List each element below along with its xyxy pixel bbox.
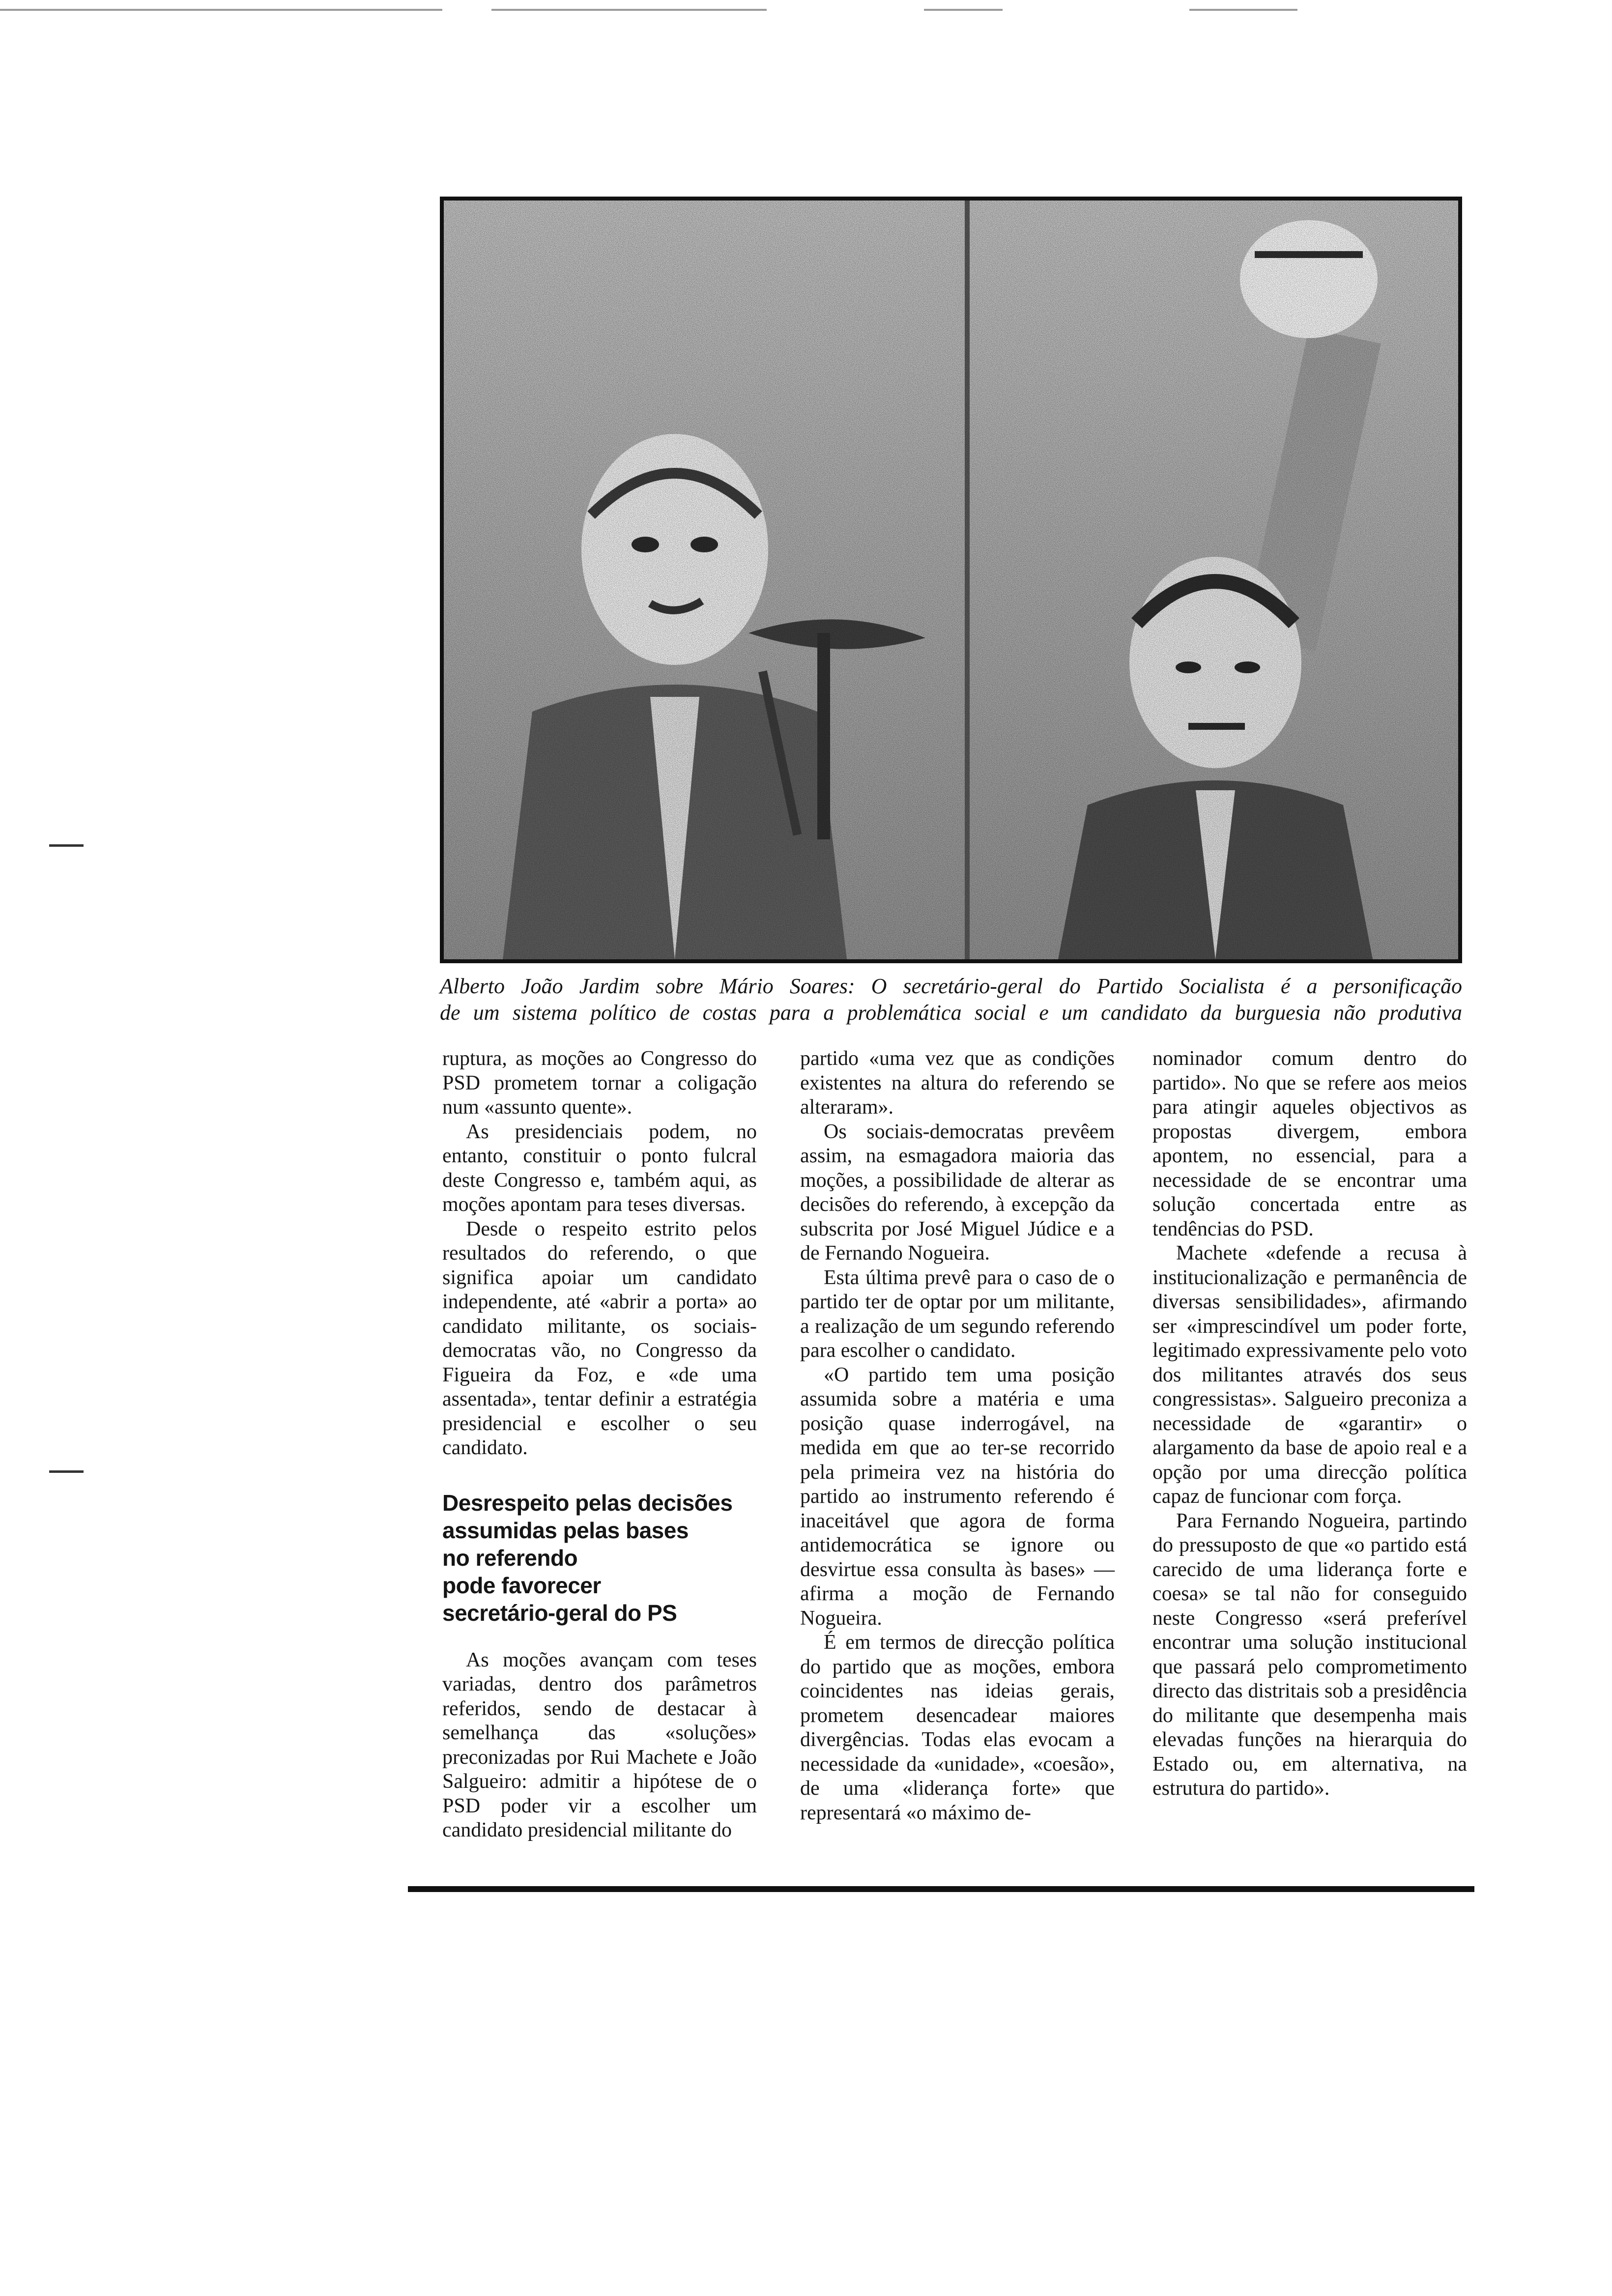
subheading-line: secretário-geral do PS [442,1600,677,1626]
news-photo [440,197,1462,963]
paragraph: Os sociais-democratas prevêem assim, na esmagadora maioria das moções, a possibilidade de alterar as decisões do referendo, à excepção da subscrita por José Miguel Júdice e a de Fernando Nogueira. [800,1120,1115,1264]
paragraph: É em termos de direcção política do partido que as moções, embora coincidentes nas ideias gerais, prometem desencadear maiores divergências. Todas elas evocam a necessidade da «unidade», «coesão», de uma «liderança forte» que representará «o máximo de- [800,1631,1115,1824]
article-subheading [442,1489,757,1627]
article-column-3 [1152,1047,1467,1801]
article-column-2 [800,1047,1115,1825]
photo-two-men-rally-icon [444,201,1458,959]
paragraph: Machete «defende a recusa à institucionalização e permanência de diversas sensibilidades», afirmando ser «imprescindível um poder forte, legitimado expressivamente pelo voto dos militantes através dos seus congressistas». Salgueiro preconiza a necessidade de «garantir» o alargamento da base de apoio real e a opção por uma direcção política capaz de funcionar com força. [1152,1242,1467,1508]
scan-top-line [0,9,442,11]
caption-line: Alberto João Jardim sobre Mário Soares: O secretário-geral do Partido Socialista é a personificação [440,974,1462,998]
paragraph: Desde o respeito estrito pelos resultados do referendo, o que significa apoiar um candidato independente, até «abrir a porta» ao candidato militante, os sociais-democratas vão, no Congresso da Figueira da Foz, e «de uma assentada», tentar definir a estratégia presidencial e escolher o seu candidato. [442,1217,757,1459]
subheading-line: no referendo [442,1545,578,1571]
scan-edge-tick [49,1470,84,1473]
paragraph: partido «uma vez que as condições existentes na altura do referendo se alteraram». [800,1047,1115,1119]
scan-edge-tick [49,844,84,847]
paragraph: Para Fernando Nogueira, partindo do pressuposto de que «o partido está carecido de uma liderança forte e coesa» se tal não for conseguido neste Congresso «será preferível encontrar uma solução institucional que passará pelo comprometimento directo das distritais sob a presidência do militante que desempenha mais elevadas funções na hierarquia do Estado ou, em alternativa, na estrutura do partido». [1152,1509,1467,1800]
paragraph: Esta última prevê para o caso de o partido ter de optar por um militante, a realização de um segundo referendo para escolher o candidato. [800,1266,1115,1362]
paragraph: nominador comum dentro do partido». No que se refere aos meios para atingir aqueles objectivos as propostas divergem, embora apontem, no essencial, para a necessidade de se encontrar uma solução concertada entre as tendências do PSD. [1152,1047,1467,1240]
scan-top-line [491,9,767,11]
scan-top-line [924,9,1003,11]
photo-caption [440,973,1462,1026]
paragraph: «O partido tem uma posição assumida sobre a matéria e uma posição quase inderrogável, na medida em que ao ter-se recorrido pela primeira vez na história do partido ao instrumento referendo é inaceitável que agora de forma antidemocrática se ignore ou desvirtue essa consulta às bases» — afirma a moção de Fernando Nogueira. [800,1363,1115,1630]
paragraph: ruptura, as moções ao Congresso do PSD prometem tornar a coligação num «assunto quente». [442,1047,757,1119]
paragraph: As moções avançam com teses variadas, dentro dos parâmetros referidos, sendo de destacar à semelhança das «soluções» preconizadas por Rui Machete e João Salgueiro: admitir a hipótese de o PSD poder vir a escolher um candidato presidencial militante do [442,1648,757,1841]
scan-top-line [1189,9,1297,11]
caption-line: de um sistema político de costas para a problemática social e um candidato da burguesia não produtiva [440,1001,1462,1025]
paragraph: As presidenciais podem, no entanto, constituir o ponto fulcral deste Congresso e, também aqui, as moções apontam para teses diversas. [442,1120,757,1216]
subheading-line: Desrespeito pelas decisões [442,1490,733,1516]
subheading-line: assumidas pelas bases [442,1517,689,1543]
subheading-line: pode favorecer [442,1572,601,1598]
bottom-rule [408,1886,1474,1892]
article-column-1 [442,1047,757,1843]
